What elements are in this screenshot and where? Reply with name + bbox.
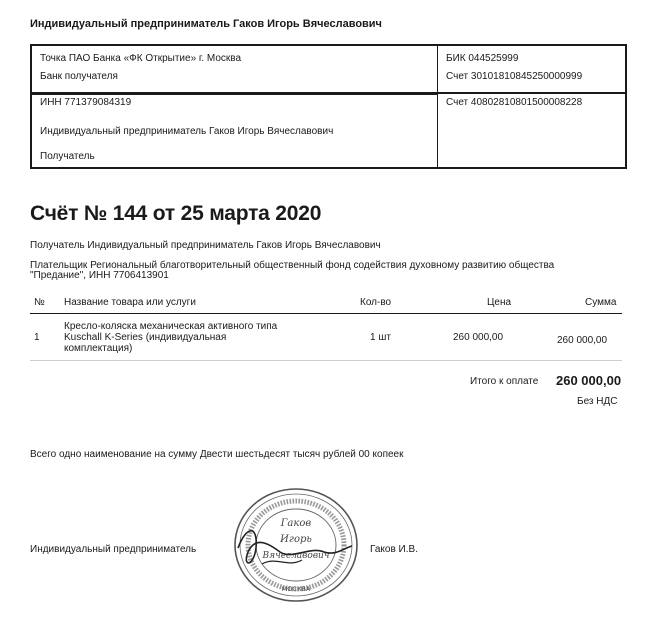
bank-details-box [30, 44, 627, 169]
issuer-title: Индивидуальный предприниматель Гаков Игорь Вячеславович [30, 18, 382, 30]
row-qty: 1 шт [370, 332, 391, 343]
col-header-name: Название товара или услуги [64, 297, 196, 308]
col-header-price: Цена [487, 297, 512, 308]
row-price: 260 000,00 [453, 332, 504, 343]
row-name-line-3: комплектация) [64, 343, 133, 354]
inn: ИНН 771379084319 [40, 97, 132, 108]
invoice-title: Счёт № 144 от 25 марта 2020 [30, 202, 322, 225]
amount-in-words: Всего одно наименование на сумму Двести шестьдесят тысяч рублей 00 копеек [30, 449, 404, 460]
bank-name: Точка ПАО Банка «ФК Открытие» г. Москва [40, 53, 242, 64]
recipient-name: Индивидуальный предприниматель Гаков Игорь Вячеславович [40, 126, 334, 137]
table-header-rule [30, 313, 622, 314]
row-name-line-2: Kuschall K-Series (индивидуальная [64, 332, 227, 343]
stamp-text-2: Игорь [280, 534, 312, 545]
stamp-text-3: Вячеславович [262, 551, 330, 561]
corr-account: Счет 30101810845250000999 [446, 71, 583, 82]
invoice-payer-line-1: Плательщик Региональный благотворительный общественный фонд содействия духовному развитию общества [30, 260, 555, 271]
invoice-recipient: Получатель Индивидуальный предприниматель Гаков Игорь Вячеславович [30, 240, 381, 251]
box-divider-horizontal-inner [32, 94, 437, 95]
row-name-line-1: Кресло-коляска механическая активного типа [64, 321, 278, 332]
vat-note: Без НДС [577, 396, 618, 407]
bank-label: Банк получателя [40, 71, 118, 82]
signatory-title: Индивидуальный предприниматель [30, 544, 197, 555]
col-header-num: № [34, 297, 45, 308]
stamp-city: МОСКВА [281, 585, 311, 593]
col-header-sum: Сумма [585, 297, 617, 308]
recipient-label: Получатель [40, 151, 95, 162]
total-value: 260 000,00 [556, 373, 622, 388]
signatory-name: Гаков И.В. [370, 544, 418, 555]
row-sum: 260 000,00 [557, 335, 608, 346]
account-number: Счет 40802810801500008228 [446, 97, 583, 108]
invoice-payer-line-2: "Предание", ИНН 7706413901 [30, 270, 169, 281]
stamp-text-1: Гаков [280, 518, 312, 529]
bik: БИК 044525999 [446, 53, 519, 64]
box-divider-vertical [437, 46, 438, 167]
table-row-rule [30, 360, 622, 361]
stamp-seal [232, 486, 360, 604]
row-num: 1 [34, 332, 40, 343]
total-label: Итого к оплате [470, 376, 539, 387]
col-header-qty: Кол-во [360, 297, 392, 308]
